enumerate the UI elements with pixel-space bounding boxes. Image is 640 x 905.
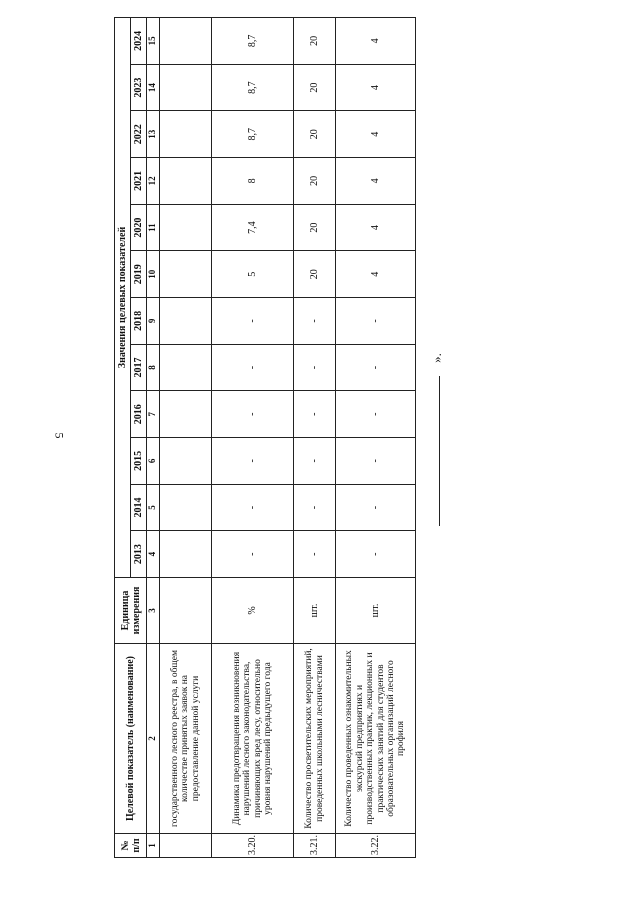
value-cell: - <box>212 484 294 531</box>
page-number: 5 <box>52 432 67 439</box>
index-cell: 9 <box>147 298 160 345</box>
value-cell <box>160 484 212 531</box>
value-cell: - <box>212 298 294 345</box>
value-cell <box>160 531 212 578</box>
indicators-table-wrapper <box>114 18 407 858</box>
row-number: 3.20. <box>212 834 294 858</box>
header-year: 2014 <box>131 484 147 531</box>
value-cell: - <box>336 531 416 578</box>
value-cell: 4 <box>336 251 416 298</box>
row-number: 3.22. <box>336 834 416 858</box>
value-cell: - <box>294 298 336 345</box>
value-cell: 8,7 <box>212 17 294 64</box>
value-cell: - <box>212 438 294 485</box>
index-cell: 14 <box>147 64 160 111</box>
value-cell: 4 <box>336 204 416 251</box>
value-cell: - <box>294 391 336 438</box>
value-cell <box>160 344 212 391</box>
value-cell <box>160 111 212 158</box>
value-cell: - <box>294 344 336 391</box>
index-cell: 8 <box>147 344 160 391</box>
header-year: 2015 <box>131 438 147 485</box>
value-cell: - <box>294 484 336 531</box>
value-cell <box>160 251 212 298</box>
value-cell: 20 <box>294 17 336 64</box>
indicators-table <box>114 17 416 858</box>
value-cell: 4 <box>336 64 416 111</box>
header-year: 2018 <box>131 298 147 345</box>
index-cell: 4 <box>147 531 160 578</box>
value-cell: 20 <box>294 158 336 205</box>
row-number: 3.21. <box>294 834 336 858</box>
value-cell: - <box>336 298 416 345</box>
value-cell <box>160 204 212 251</box>
index-cell: 3 <box>147 578 160 644</box>
value-cell: 8 <box>212 158 294 205</box>
value-cell: 20 <box>294 111 336 158</box>
indicator-name: Количество просветительских мероприятий, проведенных школьными лесничествами <box>294 644 336 834</box>
indicator-unit: шт. <box>336 578 416 644</box>
value-cell: - <box>336 344 416 391</box>
value-cell: 8,7 <box>212 111 294 158</box>
header-year: 2019 <box>131 251 147 298</box>
indicator-unit: шт. <box>294 578 336 644</box>
value-cell: 20 <box>294 251 336 298</box>
value-cell: 5 <box>212 251 294 298</box>
value-cell: - <box>336 391 416 438</box>
index-cell: 10 <box>147 251 160 298</box>
value-cell: 4 <box>336 17 416 64</box>
value-cell <box>160 158 212 205</box>
header-year: 2022 <box>131 111 147 158</box>
value-cell: 8,7 <box>212 64 294 111</box>
value-cell: - <box>336 438 416 485</box>
index-cell: 2 <box>147 644 160 834</box>
indicator-name: Количество проведенных ознакомительных экскурсий предприятиях и производственных практик, лекционных и практических занятий для студентов образовательных организаций лесного профиля <box>336 644 416 834</box>
header-year: 2020 <box>131 204 147 251</box>
header-year: 2016 <box>131 391 147 438</box>
header-no: № п/п <box>115 834 147 858</box>
table-row <box>294 17 336 857</box>
table-row <box>160 17 212 857</box>
row-number <box>160 834 212 858</box>
header-year: 2013 <box>131 531 147 578</box>
value-cell <box>160 438 212 485</box>
table-row <box>212 17 294 857</box>
header-year: 2023 <box>131 64 147 111</box>
index-cell: 5 <box>147 484 160 531</box>
value-cell: 4 <box>336 111 416 158</box>
column-index-row <box>147 17 160 857</box>
closing-quote: ». <box>428 353 444 363</box>
signature-line <box>439 376 440 526</box>
indicator-name: государственного лесного реестра, в общем количестве принятых заявок на предоставление данной услуги <box>160 644 212 834</box>
value-cell: - <box>294 531 336 578</box>
header-name: Целевой показатель (наименование) <box>115 644 147 834</box>
header-row-1 <box>115 17 131 857</box>
header-unit: Единица измерения <box>115 578 147 644</box>
value-cell <box>160 298 212 345</box>
value-cell: - <box>336 484 416 531</box>
index-cell: 15 <box>147 17 160 64</box>
value-cell: - <box>212 531 294 578</box>
closing-mark <box>430 350 450 530</box>
header-year: 2024 <box>131 17 147 64</box>
index-cell: 11 <box>147 204 160 251</box>
index-cell: 7 <box>147 391 160 438</box>
value-cell: 20 <box>294 64 336 111</box>
value-cell: - <box>212 391 294 438</box>
header-year: 2021 <box>131 158 147 205</box>
value-cell: - <box>294 438 336 485</box>
index-cell: 12 <box>147 158 160 205</box>
value-cell <box>160 64 212 111</box>
value-cell: 4 <box>336 158 416 205</box>
header-values-group: Значения целевых показателей <box>115 17 131 577</box>
index-cell: 13 <box>147 111 160 158</box>
header-year: 2017 <box>131 344 147 391</box>
value-cell: - <box>212 344 294 391</box>
indicator-unit <box>160 578 212 644</box>
value-cell <box>160 17 212 64</box>
table-row <box>336 17 416 857</box>
value-cell <box>160 391 212 438</box>
index-cell: 1 <box>147 834 160 858</box>
index-cell: 6 <box>147 438 160 485</box>
value-cell: 20 <box>294 204 336 251</box>
indicator-unit: % <box>212 578 294 644</box>
value-cell: 7,4 <box>212 204 294 251</box>
indicator-name: Динамика предотвращения возникновения нарушений лесного законодательства, причиняющих вред лесу, относительно уровня нарушений предыдущего года <box>212 644 294 834</box>
